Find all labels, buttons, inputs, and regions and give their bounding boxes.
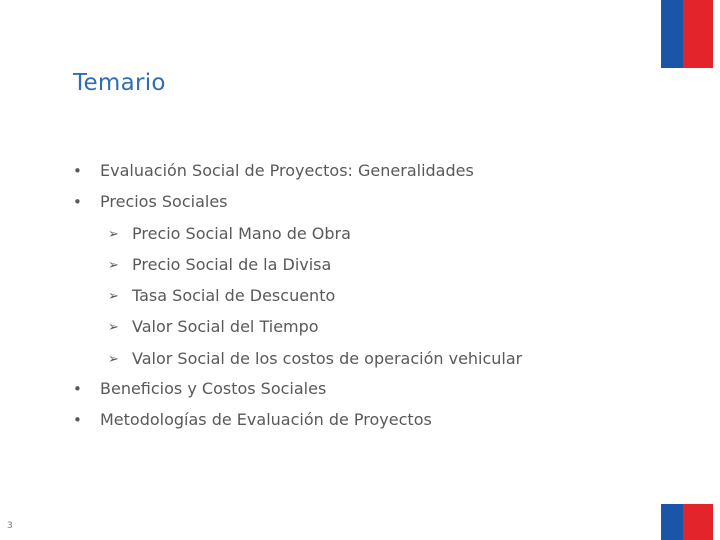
bullet-icon: •: [73, 380, 82, 398]
arrow-bullet-icon: ➢: [108, 227, 119, 242]
flag-blue-segment: [661, 0, 683, 68]
list-item-text: Valor Social de los costos de operación vehicular: [132, 349, 523, 368]
list-item-text: Metodologías de Evaluación de Proyectos: [100, 410, 432, 429]
flag-stripe-bottom: [661, 504, 713, 540]
bullet-icon: •: [73, 162, 82, 180]
flag-blue-segment: [661, 504, 683, 540]
arrow-bullet-icon: ➢: [108, 289, 119, 304]
list-item-text: Tasa Social de Descuento: [132, 286, 336, 305]
flag-red-segment: [683, 504, 713, 540]
slide-title: Temario: [73, 70, 166, 96]
list-item-text: Precio Social de la Divisa: [132, 255, 332, 274]
arrow-bullet-icon: ➢: [108, 320, 119, 335]
list-item-text: Valor Social del Tiempo: [132, 317, 319, 336]
list-item-text: Evaluación Social de Proyectos: Generalidades: [100, 161, 474, 180]
flag-red-segment: [683, 0, 713, 68]
list-item-text: Precio Social Mano de Obra: [132, 224, 351, 243]
arrow-bullet-icon: ➢: [108, 352, 119, 367]
bullet-icon: •: [73, 411, 82, 429]
bullet-icon: •: [73, 193, 82, 211]
page-number: 3: [7, 521, 13, 531]
list-item-text: Beneficios y Costos Sociales: [100, 379, 327, 398]
list-item-text: Precios Sociales: [100, 192, 228, 211]
flag-stripe-top: [661, 0, 713, 68]
arrow-bullet-icon: ➢: [108, 258, 119, 273]
